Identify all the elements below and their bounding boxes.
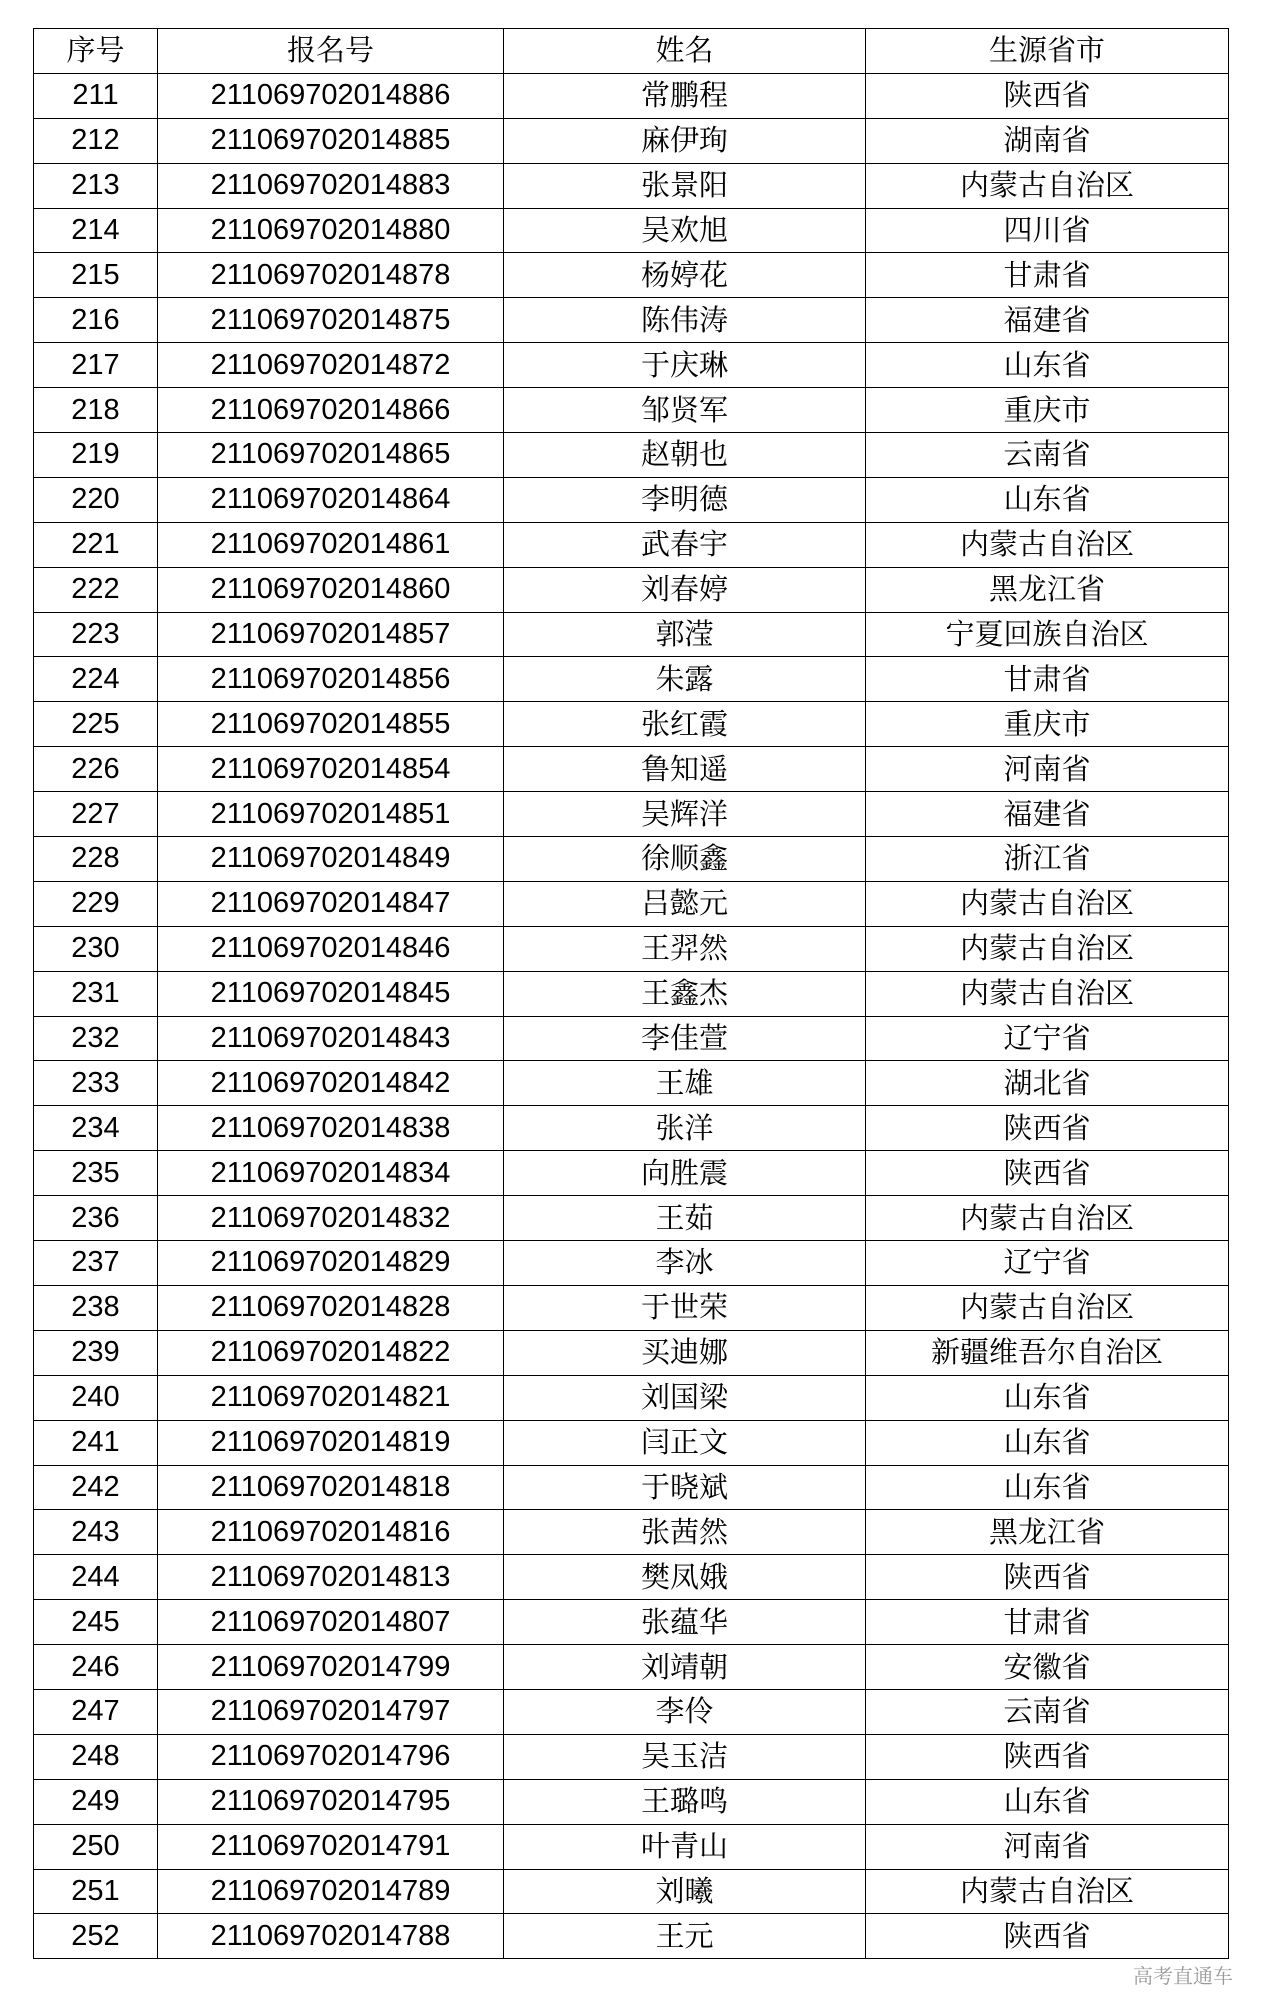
cell-origin-province: 重庆市 <box>866 388 1229 433</box>
cell-seq: 237 <box>34 1241 158 1286</box>
cell-origin-province: 内蒙古自治区 <box>866 1285 1229 1330</box>
cell-name: 鲁知遥 <box>504 747 866 792</box>
cell-seq: 246 <box>34 1645 158 1690</box>
cell-seq: 213 <box>34 163 158 208</box>
cell-registration-number: 211069702014816 <box>158 1510 504 1555</box>
cell-origin-province: 陕西省 <box>866 1151 1229 1196</box>
cell-name: 朱露 <box>504 657 866 702</box>
table-row <box>34 657 1229 702</box>
cell-registration-number: 211069702014880 <box>158 208 504 253</box>
table-row <box>34 1420 1229 1465</box>
table-row <box>34 1106 1229 1151</box>
cell-origin-province: 云南省 <box>866 433 1229 478</box>
table-row <box>34 1824 1229 1869</box>
header-name: 姓名 <box>504 29 866 74</box>
cell-registration-number: 211069702014875 <box>158 298 504 343</box>
table-row <box>34 388 1229 433</box>
cell-name: 郭滢 <box>504 612 866 657</box>
cell-origin-province: 湖南省 <box>866 118 1229 163</box>
cell-seq: 231 <box>34 971 158 1016</box>
table-row <box>34 1645 1229 1690</box>
cell-origin-province: 内蒙古自治区 <box>866 971 1229 1016</box>
cell-seq: 227 <box>34 792 158 837</box>
cell-origin-province: 陕西省 <box>866 1555 1229 1600</box>
admission-list-table <box>33 28 1229 1959</box>
cell-origin-province: 山东省 <box>866 1779 1229 1824</box>
table-row <box>34 1016 1229 1061</box>
table-row <box>34 881 1229 926</box>
table-row <box>34 1285 1229 1330</box>
cell-registration-number: 211069702014797 <box>158 1689 504 1734</box>
cell-seq: 229 <box>34 881 158 926</box>
cell-name: 张蕴华 <box>504 1600 866 1645</box>
cell-seq: 248 <box>34 1734 158 1779</box>
table-row <box>34 208 1229 253</box>
cell-seq: 249 <box>34 1779 158 1824</box>
cell-registration-number: 211069702014856 <box>158 657 504 702</box>
table-row <box>34 1600 1229 1645</box>
cell-seq: 228 <box>34 837 158 882</box>
table-row <box>34 1779 1229 1824</box>
cell-registration-number: 211069702014788 <box>158 1914 504 1959</box>
table-row <box>34 702 1229 747</box>
cell-seq: 241 <box>34 1420 158 1465</box>
cell-origin-province: 云南省 <box>866 1689 1229 1734</box>
cell-registration-number: 211069702014796 <box>158 1734 504 1779</box>
cell-origin-province: 甘肃省 <box>866 253 1229 298</box>
cell-seq: 234 <box>34 1106 158 1151</box>
cell-seq: 222 <box>34 567 158 612</box>
cell-name: 李冰 <box>504 1241 866 1286</box>
cell-registration-number: 211069702014807 <box>158 1600 504 1645</box>
cell-origin-province: 内蒙古自治区 <box>866 881 1229 926</box>
cell-registration-number: 211069702014866 <box>158 388 504 433</box>
table-row <box>34 522 1229 567</box>
cell-seq: 220 <box>34 477 158 522</box>
cell-name: 张红霞 <box>504 702 866 747</box>
cell-origin-province: 山东省 <box>866 1375 1229 1420</box>
cell-origin-province: 辽宁省 <box>866 1016 1229 1061</box>
cell-registration-number: 211069702014838 <box>158 1106 504 1151</box>
table-body <box>34 73 1229 1958</box>
cell-origin-province: 内蒙古自治区 <box>866 1196 1229 1241</box>
cell-origin-province: 山东省 <box>866 343 1229 388</box>
cell-registration-number: 211069702014789 <box>158 1869 504 1914</box>
watermark-text: 高考直通车 <box>1133 1964 1233 1988</box>
cell-seq: 223 <box>34 612 158 657</box>
table-row <box>34 1330 1229 1375</box>
cell-seq: 226 <box>34 747 158 792</box>
cell-registration-number: 211069702014886 <box>158 73 504 118</box>
cell-origin-province: 陕西省 <box>866 1734 1229 1779</box>
cell-seq: 251 <box>34 1869 158 1914</box>
table-row <box>34 1375 1229 1420</box>
cell-name: 常鹏程 <box>504 73 866 118</box>
table-row <box>34 1151 1229 1196</box>
table-row <box>34 926 1229 971</box>
table-row <box>34 1869 1229 1914</box>
table-row <box>34 1555 1229 1600</box>
cell-name: 刘国梁 <box>504 1375 866 1420</box>
table-row <box>34 73 1229 118</box>
cell-registration-number: 211069702014847 <box>158 881 504 926</box>
cell-registration-number: 211069702014843 <box>158 1016 504 1061</box>
cell-origin-province: 浙江省 <box>866 837 1229 882</box>
table-row <box>34 118 1229 163</box>
cell-registration-number: 211069702014799 <box>158 1645 504 1690</box>
cell-registration-number: 211069702014832 <box>158 1196 504 1241</box>
cell-seq: 235 <box>34 1151 158 1196</box>
table-row <box>34 612 1229 657</box>
table-row <box>34 1914 1229 1959</box>
cell-registration-number: 211069702014822 <box>158 1330 504 1375</box>
cell-seq: 214 <box>34 208 158 253</box>
cell-seq: 230 <box>34 926 158 971</box>
table-row <box>34 477 1229 522</box>
cell-name: 叶青山 <box>504 1824 866 1869</box>
cell-registration-number: 211069702014819 <box>158 1420 504 1465</box>
cell-name: 王鑫杰 <box>504 971 866 1016</box>
cell-name: 于晓斌 <box>504 1465 866 1510</box>
cell-registration-number: 211069702014834 <box>158 1151 504 1196</box>
cell-seq: 215 <box>34 253 158 298</box>
table-row <box>34 747 1229 792</box>
cell-registration-number: 211069702014861 <box>158 522 504 567</box>
cell-origin-province: 内蒙古自治区 <box>866 926 1229 971</box>
cell-origin-province: 山东省 <box>866 1420 1229 1465</box>
cell-origin-province: 福建省 <box>866 792 1229 837</box>
cell-registration-number: 211069702014872 <box>158 343 504 388</box>
cell-seq: 245 <box>34 1600 158 1645</box>
cell-registration-number: 211069702014828 <box>158 1285 504 1330</box>
cell-origin-province: 甘肃省 <box>866 1600 1229 1645</box>
table-row <box>34 1510 1229 1555</box>
cell-registration-number: 211069702014846 <box>158 926 504 971</box>
cell-registration-number: 211069702014795 <box>158 1779 504 1824</box>
cell-registration-number: 211069702014860 <box>158 567 504 612</box>
cell-seq: 242 <box>34 1465 158 1510</box>
cell-origin-province: 陕西省 <box>866 73 1229 118</box>
table-header-row <box>34 29 1229 74</box>
cell-seq: 240 <box>34 1375 158 1420</box>
cell-seq: 225 <box>34 702 158 747</box>
cell-registration-number: 211069702014865 <box>158 433 504 478</box>
cell-registration-number: 211069702014813 <box>158 1555 504 1600</box>
table-row <box>34 343 1229 388</box>
cell-name: 樊凤娥 <box>504 1555 866 1600</box>
table-row <box>34 567 1229 612</box>
cell-registration-number: 211069702014842 <box>158 1061 504 1106</box>
cell-name: 张茜然 <box>504 1510 866 1555</box>
cell-name: 王雄 <box>504 1061 866 1106</box>
cell-origin-province: 陕西省 <box>866 1106 1229 1151</box>
cell-name: 吴玉洁 <box>504 1734 866 1779</box>
cell-seq: 218 <box>34 388 158 433</box>
cell-name: 于庆琳 <box>504 343 866 388</box>
cell-origin-province: 重庆市 <box>866 702 1229 747</box>
cell-seq: 236 <box>34 1196 158 1241</box>
cell-name: 张洋 <box>504 1106 866 1151</box>
cell-origin-province: 山东省 <box>866 1465 1229 1510</box>
cell-seq: 239 <box>34 1330 158 1375</box>
cell-name: 王璐鸣 <box>504 1779 866 1824</box>
table-row <box>34 837 1229 882</box>
cell-name: 赵朝也 <box>504 433 866 478</box>
cell-origin-province: 宁夏回族自治区 <box>866 612 1229 657</box>
cell-registration-number: 211069702014854 <box>158 747 504 792</box>
cell-seq: 238 <box>34 1285 158 1330</box>
cell-origin-province: 湖北省 <box>866 1061 1229 1106</box>
cell-registration-number: 211069702014845 <box>158 971 504 1016</box>
table-row <box>34 792 1229 837</box>
cell-name: 李佳萱 <box>504 1016 866 1061</box>
cell-origin-province: 河南省 <box>866 747 1229 792</box>
cell-seq: 233 <box>34 1061 158 1106</box>
header-registration-number: 报名号 <box>158 29 504 74</box>
cell-name: 李明德 <box>504 477 866 522</box>
cell-origin-province: 黑龙江省 <box>866 1510 1229 1555</box>
table-row <box>34 433 1229 478</box>
cell-origin-province: 河南省 <box>866 1824 1229 1869</box>
cell-registration-number: 211069702014883 <box>158 163 504 208</box>
cell-seq: 232 <box>34 1016 158 1061</box>
table-row <box>34 1196 1229 1241</box>
cell-name: 徐顺鑫 <box>504 837 866 882</box>
cell-name: 吴辉洋 <box>504 792 866 837</box>
table-row <box>34 1061 1229 1106</box>
cell-origin-province: 四川省 <box>866 208 1229 253</box>
cell-registration-number: 211069702014864 <box>158 477 504 522</box>
cell-name: 闫正文 <box>504 1420 866 1465</box>
cell-seq: 250 <box>34 1824 158 1869</box>
cell-name: 买迪娜 <box>504 1330 866 1375</box>
cell-origin-province: 内蒙古自治区 <box>866 1869 1229 1914</box>
cell-registration-number: 211069702014878 <box>158 253 504 298</box>
cell-seq: 217 <box>34 343 158 388</box>
cell-name: 杨婷花 <box>504 253 866 298</box>
cell-registration-number: 211069702014791 <box>158 1824 504 1869</box>
cell-name: 向胜震 <box>504 1151 866 1196</box>
cell-seq: 211 <box>34 73 158 118</box>
cell-seq: 212 <box>34 118 158 163</box>
cell-seq: 252 <box>34 1914 158 1959</box>
cell-seq: 224 <box>34 657 158 702</box>
table-row <box>34 163 1229 208</box>
cell-registration-number: 211069702014885 <box>158 118 504 163</box>
cell-name: 王茹 <box>504 1196 866 1241</box>
table-row <box>34 1465 1229 1510</box>
cell-name: 刘曦 <box>504 1869 866 1914</box>
table-row <box>34 1734 1229 1779</box>
cell-name: 张景阳 <box>504 163 866 208</box>
table-row <box>34 1241 1229 1286</box>
cell-name: 武春宇 <box>504 522 866 567</box>
cell-registration-number: 211069702014821 <box>158 1375 504 1420</box>
cell-origin-province: 甘肃省 <box>866 657 1229 702</box>
cell-seq: 219 <box>34 433 158 478</box>
header-seq: 序号 <box>34 29 158 74</box>
cell-seq: 244 <box>34 1555 158 1600</box>
cell-registration-number: 211069702014818 <box>158 1465 504 1510</box>
cell-registration-number: 211069702014851 <box>158 792 504 837</box>
cell-origin-province: 辽宁省 <box>866 1241 1229 1286</box>
cell-name: 刘春婷 <box>504 567 866 612</box>
cell-origin-province: 陕西省 <box>866 1914 1229 1959</box>
cell-seq: 247 <box>34 1689 158 1734</box>
cell-registration-number: 211069702014829 <box>158 1241 504 1286</box>
cell-origin-province: 黑龙江省 <box>866 567 1229 612</box>
cell-name: 王元 <box>504 1914 866 1959</box>
cell-origin-province: 内蒙古自治区 <box>866 163 1229 208</box>
cell-origin-province: 安徽省 <box>866 1645 1229 1690</box>
cell-origin-province: 山东省 <box>866 477 1229 522</box>
cell-name: 李伶 <box>504 1689 866 1734</box>
cell-name: 于世荣 <box>504 1285 866 1330</box>
cell-origin-province: 福建省 <box>866 298 1229 343</box>
cell-name: 陈伟涛 <box>504 298 866 343</box>
cell-name: 刘靖朝 <box>504 1645 866 1690</box>
table-row <box>34 253 1229 298</box>
cell-registration-number: 211069702014857 <box>158 612 504 657</box>
cell-name: 吕懿元 <box>504 881 866 926</box>
cell-name: 王羿然 <box>504 926 866 971</box>
cell-seq: 243 <box>34 1510 158 1555</box>
cell-seq: 216 <box>34 298 158 343</box>
cell-origin-province: 新疆维吾尔自治区 <box>866 1330 1229 1375</box>
table-row <box>34 971 1229 1016</box>
cell-name: 麻伊珣 <box>504 118 866 163</box>
cell-name: 邹贤军 <box>504 388 866 433</box>
table-row <box>34 1689 1229 1734</box>
cell-name: 吴欢旭 <box>504 208 866 253</box>
cell-registration-number: 211069702014855 <box>158 702 504 747</box>
cell-registration-number: 211069702014849 <box>158 837 504 882</box>
table-row <box>34 298 1229 343</box>
cell-seq: 221 <box>34 522 158 567</box>
header-origin-province: 生源省市 <box>866 29 1229 74</box>
cell-origin-province: 内蒙古自治区 <box>866 522 1229 567</box>
